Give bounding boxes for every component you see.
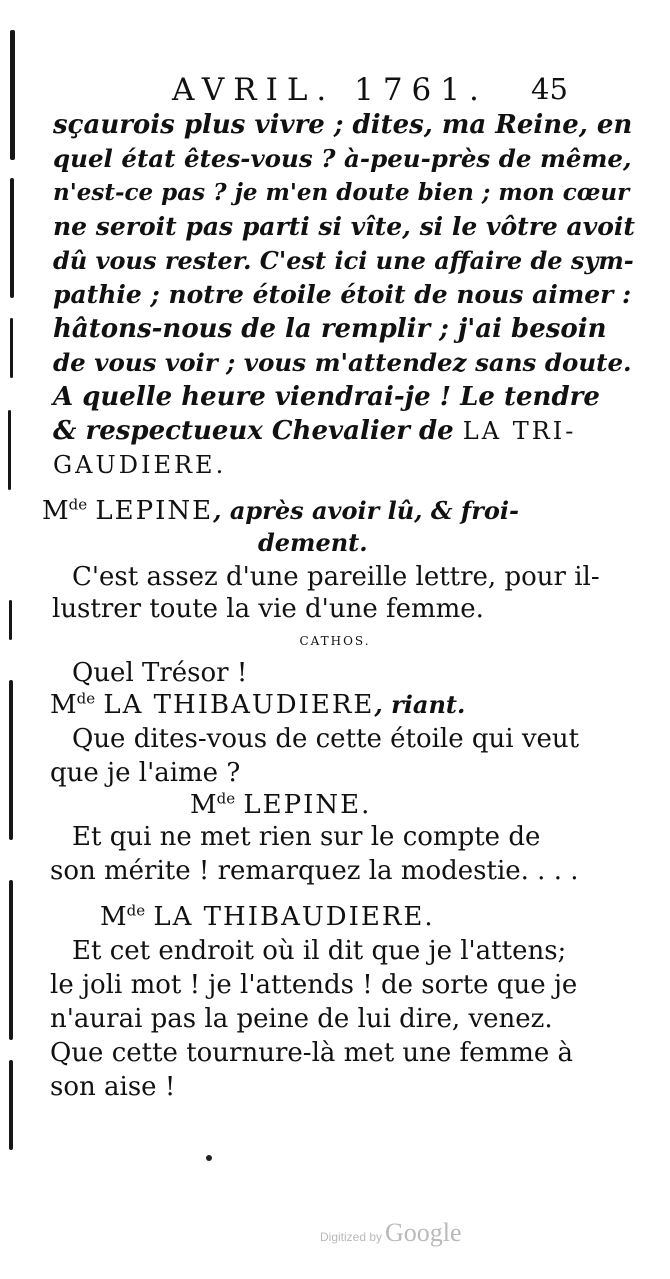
binding-edge xyxy=(10,318,13,378)
speaker-honorific-sup: de xyxy=(126,901,146,920)
speaker-honorific: M xyxy=(42,496,69,526)
digitized-label: Digitized by xyxy=(320,1230,383,1244)
speaker-heading xyxy=(100,900,435,934)
stage-direction: , riant. xyxy=(374,690,466,719)
speaker-name: LA THIBAUDIERE. xyxy=(153,902,435,932)
speaker-honorific: M xyxy=(50,690,77,720)
dialogue-line: Que cette tournure-là met une femme à xyxy=(50,1038,574,1068)
speaker-honorific-sup: de xyxy=(216,789,236,808)
dialogue-line: n'aurai pas la peine de lui dire, venez. xyxy=(50,1004,553,1034)
dialogue-line: Quel Trésor ! xyxy=(72,658,248,688)
stage-direction: , après avoir lû, & froi- xyxy=(213,496,519,525)
page-number: 45 xyxy=(531,72,568,106)
letter-line: dû vous rester. C'est ici une affaire de sym- xyxy=(53,246,634,275)
google-wordmark: Google xyxy=(385,1218,462,1247)
ink-speck xyxy=(206,1155,212,1161)
letter-line: hâtons-nous de la remplir ; j'ai besoin xyxy=(53,314,607,344)
binding-edge xyxy=(9,1060,13,1150)
letter-signature-line xyxy=(53,448,226,482)
speaker-honorific: M xyxy=(190,790,217,820)
dialogue-line: Que dites-vous de cette étoile qui veut xyxy=(72,724,580,754)
letter-line: A quelle heure viendrai-je ! Le tendre xyxy=(53,382,600,412)
dialogue-line: le joli mot ! je l'attends ! de sorte que je xyxy=(50,970,578,1000)
letter-line: n'est-ce pas ? je m'en doute bien ; mon cœur xyxy=(53,179,630,206)
speaker-honorific-sup: de xyxy=(68,495,88,514)
digitized-watermark xyxy=(320,1218,462,1248)
running-title: AVRIL. 1761. xyxy=(172,72,488,108)
dialogue-line: Et cet endroit où il dit que je l'attens; xyxy=(72,936,567,966)
letter-line: ne seroit pas parti si vîte, si le vôtre avoit xyxy=(53,212,635,241)
speaker-heading xyxy=(42,494,519,528)
dialogue-line: son mérite ! remarquez la modestie. . . . xyxy=(50,856,579,886)
letter-line: pathie ; notre étoile étoit de nous aimer : xyxy=(53,280,632,309)
stage-direction: dement. xyxy=(258,528,368,557)
binding-edge xyxy=(10,178,14,298)
dialogue-line: son aise ! xyxy=(50,1072,176,1102)
letter-signature-line xyxy=(53,414,576,448)
binding-edge xyxy=(9,680,13,840)
letter-line: sçaurois plus vivre ; dites, ma Reine, en xyxy=(53,110,633,140)
running-head xyxy=(0,72,670,112)
speaker-heading xyxy=(190,788,371,822)
dialogue-line: que je l'aime ? xyxy=(50,758,241,788)
letter-line: quel état êtes-vous ? à-peu-près de même, xyxy=(53,144,632,173)
speaker-name: CATHOS. xyxy=(299,634,371,648)
signature-name: LA TRI- xyxy=(462,417,577,445)
binding-edge xyxy=(8,410,11,490)
dialogue-line: lustrer toute la vie d'une femme. xyxy=(52,594,484,624)
dialogue-line: C'est assez d'une pareille lettre, pour il- xyxy=(72,562,600,592)
speaker-heading xyxy=(50,688,465,722)
speaker-name: LA THIBAUDIERE xyxy=(103,690,375,720)
speaker-honorific: M xyxy=(100,902,127,932)
speaker-honorific-sup: de xyxy=(76,689,96,708)
signature-name: GAUDIERE. xyxy=(53,451,227,479)
binding-edge xyxy=(9,880,13,1040)
dialogue-line: Et qui ne met rien sur le compte de xyxy=(72,822,541,852)
letter-line: de vous voir ; vous m'attendez sans doute. xyxy=(53,348,632,377)
speaker-name: LEPINE xyxy=(95,496,214,526)
signature-text: & respectueux Chevalier de xyxy=(53,416,454,446)
speaker-name: LEPINE. xyxy=(243,790,372,820)
